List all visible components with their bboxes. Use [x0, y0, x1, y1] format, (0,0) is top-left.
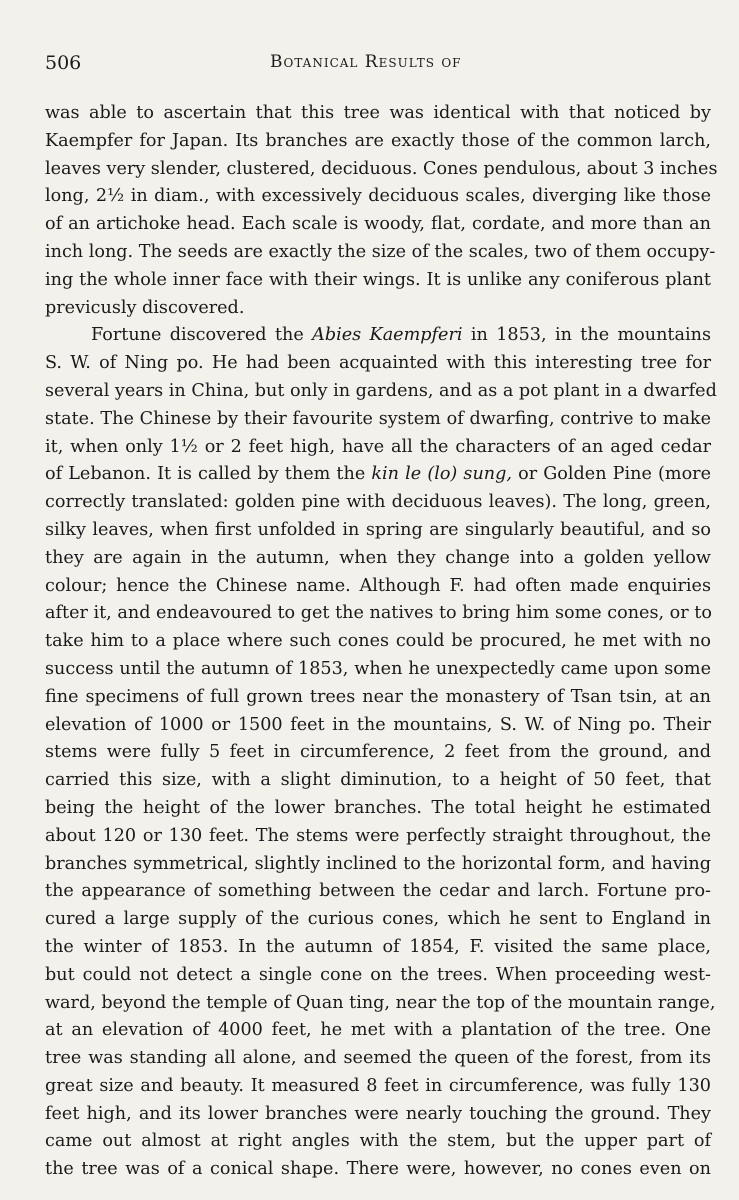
- text-line: S. W. of Ning po. He had been acquainted with this interesting tree for: [45, 353, 711, 374]
- text-line: at an elevation of 4000 feet, he met with a plantation of the tree. One: [45, 1020, 711, 1041]
- running-head: Botanical Results of: [270, 52, 462, 72]
- text-line: feet high, and its lower branches were nearly touching the ground. They: [45, 1103, 711, 1124]
- page-number: 506: [45, 52, 82, 74]
- text-line: after it, and endeavoured to get the natives to bring him some cones, or to: [45, 603, 712, 624]
- text-line: of Lebanon. It is called by them the kin le (lo) sung, or Golden Pine (more: [45, 464, 711, 485]
- page-header: [45, 52, 711, 82]
- book-page: [45, 52, 718, 1184]
- text-line: but could not detect a single cone on the trees. When proceeding west-: [45, 964, 711, 985]
- text-line: about 120 or 130 feet. The stems were perfectly straight throughout, the: [45, 825, 711, 846]
- text-line: the tree was of a conical shape. There were, however, no cones even on: [45, 1159, 711, 1180]
- text-line: several years in China, but only in gardens, and as a pot plant in a dwarfed: [45, 380, 717, 401]
- text-line: ward, beyond the temple of Quan ting, near the top of the mountain range,: [45, 992, 716, 1013]
- text-line: branches symmetrical, slightly inclined to the horizontal form, and having: [45, 853, 711, 874]
- text-line: Fortune discovered the Abies Kaempferi in 1853, in the mountains: [91, 325, 711, 346]
- text-line: fine specimens of full grown trees near the monastery of Tsan tsin, at an: [45, 686, 711, 707]
- text-line: correctly translated: golden pine with deciduous leaves). The long, green,: [45, 492, 711, 513]
- body-text: [45, 100, 718, 1184]
- text-line: tree was standing all alone, and seemed the queen of the forest, from its: [45, 1048, 711, 1069]
- text-line: inch long. The seeds are exactly the size of the scales, two of them occupy-: [45, 241, 716, 262]
- paragraph: [45, 100, 718, 322]
- text-line: previcusly discovered.: [45, 297, 245, 318]
- text-line: the appearance of something between the cedar and larch. Fortune pro-: [45, 881, 711, 902]
- text-line: success until the autumn of 1853, when he unexpectedly came upon some: [45, 658, 711, 679]
- text-line: silky leaves, when first unfolded in spring are singularly beautiful, and so: [45, 519, 711, 540]
- text-line: came out almost at right angles with the stem, but the upper part of: [45, 1131, 711, 1152]
- italic-term: Abies Kaempferi: [312, 325, 463, 346]
- text-line: cured a large supply of the curious cones, which he sent to England in: [45, 909, 711, 930]
- text-line: they are again in the autumn, when they change into a golden yellow: [45, 547, 711, 568]
- text-line: Kaempfer for Japan. Its branches are exactly those of the common larch,: [45, 130, 711, 151]
- text-line: great size and beauty. It measured 8 feet in circumference, was fully 130: [45, 1075, 711, 1096]
- text-line: state. The Chinese by their favourite system of dwarfing, contrive to make: [45, 408, 711, 429]
- text-line: carried this size, with a slight diminution, to a height of 50 feet, that: [45, 770, 711, 791]
- text-line: colour; hence the Chinese name. Although F. had often made enquiries: [45, 575, 711, 596]
- text-line: take him to a place where such cones could be procured, he met with no: [45, 631, 711, 652]
- text-line: elevation of 1000 or 1500 feet in the mountains, S. W. of Ning po. Their: [45, 714, 711, 735]
- text-line: it, when only 1½ or 2 feet high, have all the characters of an aged cedar: [45, 436, 711, 457]
- paragraph: [45, 322, 717, 1184]
- text-line: stems were fully 5 feet in circumference, 2 feet from the ground, and: [45, 742, 711, 763]
- text-line: was able to ascertain that this tree was identical with that noticed by: [45, 103, 711, 123]
- text-line: leaves very slender, clustered, deciduous. Cones pendulous, about 3 inches: [45, 158, 718, 179]
- text-line: the winter of 1853. In the autumn of 1854, F. visited the same place,: [45, 936, 711, 957]
- text-line: of an artichoke head. Each scale is woody, flat, cordate, and more than an: [45, 214, 711, 235]
- italic-term: kin le (lo) sung,: [371, 464, 512, 485]
- text-line: long, 2½ in diam., with excessively deciduous scales, diverging like those: [45, 186, 711, 207]
- text-line: being the height of the lower branches. The total height he estimated: [45, 797, 711, 818]
- text-line: ing the whole inner face with their wings. It is unlike any coniferous plant: [45, 269, 711, 290]
